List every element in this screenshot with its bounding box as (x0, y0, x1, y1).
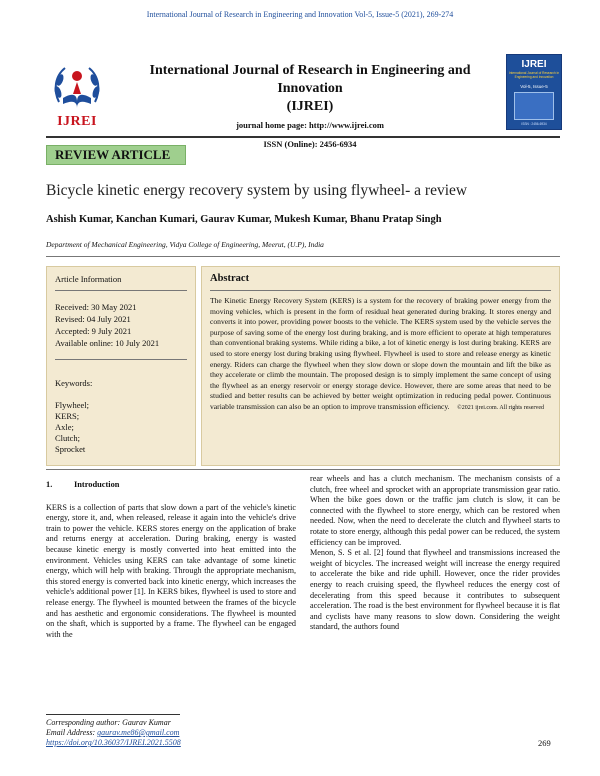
section-heading (46, 480, 296, 491)
affiliation: Department of Mechanical Engineering, Vidya College of Engineering, Meerut, (U.P), India (46, 240, 324, 249)
info-heading: Article Information (55, 274, 122, 284)
journal-home: journal home page: http://www.ijrei.com (236, 120, 384, 130)
footnote-divider (46, 714, 180, 715)
body-column-left (46, 480, 296, 640)
journal-cover (506, 54, 562, 130)
journal-logo (46, 58, 108, 148)
keyword: Axle; (55, 422, 74, 432)
article-info-box (46, 266, 196, 466)
running-head: International Journal of Research in Engineering and Innovation Vol-5, Issue-5 (2021), 269-274 (146, 10, 454, 19)
authors: Ashish Kumar, Kanchan Kumari, Gaurav Kumar, Mukesh Kumar, Bhanu Pratap Singh (46, 214, 442, 225)
header-divider (46, 136, 560, 138)
email-label: Email Address: (46, 728, 98, 737)
section-number: 1. (46, 480, 53, 489)
abstract-divider (210, 290, 551, 291)
article-title: Bicycle kinetic energy recovery system by using flywheel- a review (46, 182, 468, 199)
footer (46, 718, 181, 748)
abstract-divider-bottom (46, 469, 560, 470)
body-column-right (310, 474, 560, 633)
email-link[interactable]: gaurav.me86@gmail.com (97, 728, 180, 737)
corresponding-author: Corresponding author: Gaurav Kumar (46, 718, 171, 727)
article-type-badge: REVIEW ARTICLE (46, 145, 186, 165)
doi-link[interactable]: https://doi.org/10.36037/IJREI.2021.5508 (46, 738, 181, 747)
abstract-heading: Abstract (210, 273, 250, 284)
keywords-list (55, 400, 187, 455)
copyright: ©2021 ijrei.com. All rights reserved (457, 404, 545, 411)
cover-issn: ISSN : 2456-6934 (521, 122, 547, 126)
section-title: Introduction (74, 480, 120, 489)
accepted-date: Accepted: 9 July 2021 (55, 326, 132, 336)
keyword: KERS; (55, 411, 80, 421)
info-divider (55, 359, 187, 360)
email-line (46, 728, 181, 738)
page-number: 269 (538, 738, 551, 748)
affiliation-divider (46, 256, 560, 257)
keyword: Sprocket (55, 444, 86, 454)
logo-text: IJREI (57, 114, 97, 129)
body-paragraph: rear wheels and has a clutch mechanism. The mechanism consists of a clutch, free wheel and sprocket with an appropriate transmission gear ratio. When the bike goes down or the traffic jam clutch is slow, it can be connected with the flywheel to store energy, which can be restored when needed. Now, when the need to decelerate the clutch and flywheel starts to rotate to store energy, although this pedal power can be reduced, the system efficiency can be improved. (310, 474, 560, 547)
cover-volume: Vol-5, Issue-5 (520, 84, 548, 89)
abstract-box (201, 266, 560, 466)
online-date: Available online: 10 July 2021 (55, 338, 160, 348)
journal-abbr: (IJREI) (286, 99, 334, 114)
wreath-book-icon (49, 58, 105, 114)
journal-issn: ISSN (Online): 2456-6934 (263, 139, 357, 149)
abstract-body: The Kinetic Energy Recovery System (KERS) is a system for the recovery of braking power energy from the moving vehicles, which is present in the form of residual heat generated during braking. It stores energy and converts it into power, providing power boosts to the vehicle. The KERS system used by the vehicle serves the purpose of saving some of the energy lost during braking, and is more efficient to operate at high temperatures than conventional braking systems. While riding a bike, a lot of kinetic energy is lost during braking. KERS are used to store energy lost during braking using flywheel. Flywheel is used to store and release energy as kinetic energy. Riders can charge the flywheel when they slow down or slope down the mountain and lift the bike as they accelerate or climb the mountain. The proposed design is to simply implement the same concept of using the flywheel as an energy reservoir or energy storage device. However, there are some areas that need to be studied and better results can be achieved by better weight optimization in reducing pedal power. Continuous variable transmission can also be an option to improve transmission efficiency. (210, 296, 551, 411)
keyword: Clutch; (55, 433, 81, 443)
cover-title: IJREI (521, 59, 547, 70)
received-date: Received: 30 May 2021 (55, 302, 137, 312)
revised-date: Revised: 04 July 2021 (55, 314, 131, 324)
journal-title: International Journal of Research in Engineering and Innovation (149, 63, 471, 96)
keywords-heading: Keywords: (55, 378, 93, 388)
body-paragraph: Menon, S. S et al. [2] found that flywheel and transmissions increased the weight of bicycles. The increased weight will increase the energy required to accelerate the bike and ride uphill. However, once the rider provides energy to reach cruising speed, the flywheel reduces the energy cost of decelerating from this speed because it contributes to subsequent acceleration. The road is the best environment for flywheel because it is flat and cyclists have many reasons to slow down. Considering the weight standard, the authors found (310, 548, 560, 632)
body-paragraph: KERS is a collection of parts that slow down a part of the vehicle's kinetic energy, store it, and, when released, release it again into the vehicle's drive train to power the vehicle. KERS stores energy on the application of brake and returns energy at acceleration. During braking, energy is wasted because kinetic energy is mostly converted into heat emitted into the environment. Vehicles using KERS can take advantage of some kinetic energy, which will help with braking. Through the appropriate mechanism, this stored energy is converted back into kinetic energy, which increases the vehicle's additional power [1]. In KERS bikes, flywheel is used to store and release energy. The flywheel is mounted between the frames of the bicycle and has aesthetic and ergonomic considerations. The flywheel is mounted on the shaft, which is supported by a frame. The flywheel can be engaged with the (46, 502, 296, 639)
info-divider (55, 290, 187, 291)
article-dates (55, 301, 187, 349)
keyword: Flywheel; (55, 400, 89, 410)
cover-image (514, 92, 554, 120)
abstract-text (210, 296, 551, 414)
cover-subtitle: International Journal of Research in Engineering and Innovation (508, 71, 560, 79)
